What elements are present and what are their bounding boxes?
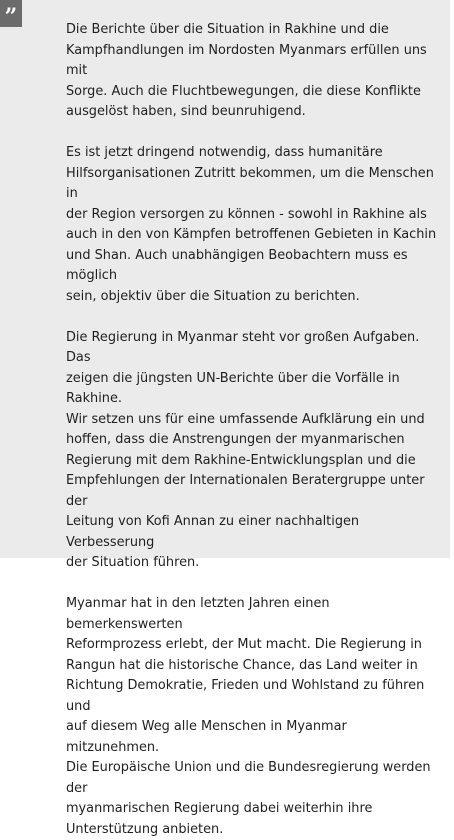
quote-paragraph-2: Es ist jetzt dringend notwendig, dass humanitäre Hilfsorganisationen Zutritt bekommen, um die Menschen in der Region versorgen zu können - sowohl in Rakhine als auch in den von Kämpfen betroffenen Gebieten in Kachin und Shan. Auch unabhängigen Beobachtern muss es möglich sein, objektiv über die Situation zu berichten. [66, 145, 437, 304]
quote-paragraph-3: Die Regierung in Myanmar steht vor großen Aufgaben. Das zeigen die jüngsten UN-Berichte über die Vorfälle in Rakhine. Wir setzen uns für eine umfassende Aufklärung ein und hoffen, dass die Anstrengungen der myanmarischen Regierung mit dem Rakhine-Entwicklungsplan und die Empfehlungen der Internationalen Beratergruppe unter der Leitung von Kofi Annan zu einer nachhaltigen Verbesserung der Situation führen. [66, 329, 425, 570]
quote-mark-icon: ” [0, 0, 22, 27]
quote-paragraph-1: Die Berichte über die Situation in Rakhine und die Kampfhandlungen im Nordosten Myanmars erfüllen uns mit Sorge. Auch die Fluchtbewegungen, die diese Konflikte ausgelöst haben, sind beunruhigend. [66, 22, 427, 119]
quote-paragraph-4: Myanmar hat in den letzten Jahren einen bemerkenswerten Reformprozess erlebt, der Mut macht. Die Regierung in Rangun hat die historische Chance, das Land weiter in Richtung Demokratie, Frieden und Wohlstand zu führen und auf diesem Weg alle Menschen in Myanmar mitzunehmen. Die Europäische Union und die Bundesregierung werden der myanmarischen Regierung dabei weiterhin ihre Unterstützung anbieten. [66, 596, 431, 837]
quote-text [66, 20, 438, 840]
